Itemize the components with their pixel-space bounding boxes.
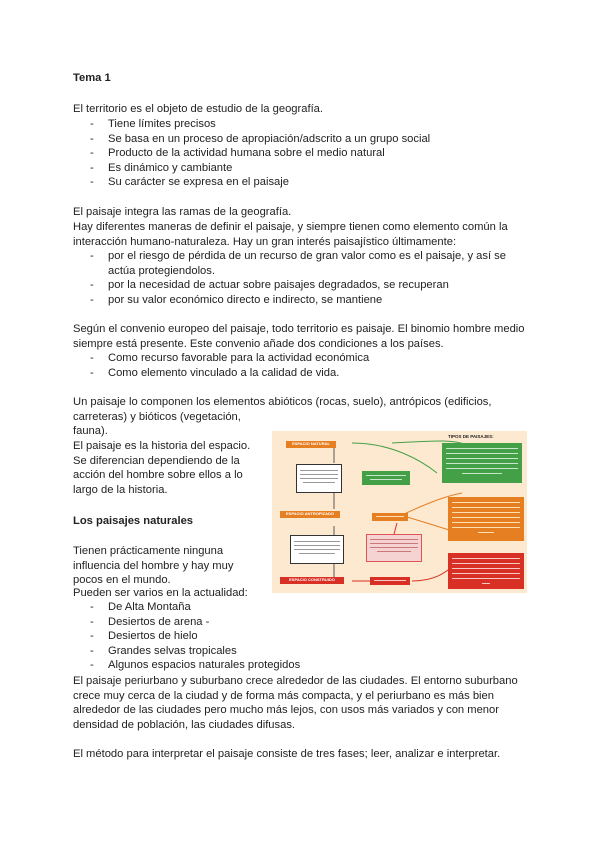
list-item: - Se basa en un proceso de apropiación/adscrito a un grupo social: [73, 132, 430, 147]
landscape-para-line2: Hay diferentes maneras de definir el paisaje, y siempre tienen como elemento común la: [73, 221, 508, 233]
periurban-para-line1: El paisaje periurbano y suburbano crece alrededor de las ciudades. El entorno suburbano: [73, 675, 518, 687]
history-para-line4: largo de la historia.: [73, 484, 168, 496]
orange-mid-box: [372, 513, 408, 521]
convention-para-line1: Según el convenio europeo del paisaje, todo territorio es paisaje. El binomio hombre medio: [73, 323, 525, 335]
list-item: - por su valor económico directo e indirecto, se mantiene: [73, 293, 506, 308]
green-mid-box: [362, 471, 410, 485]
section-title: Los paisajes naturales: [73, 515, 194, 527]
orange-panel: [448, 497, 524, 541]
elements-para-line3: fauna).: [73, 425, 108, 437]
pink-mid-box: [366, 534, 422, 562]
heading: Tema 1: [73, 72, 111, 84]
red-panel: [448, 553, 524, 589]
list-item: - Es dinámico y cambiante: [73, 161, 430, 176]
elements-para-line2: carreteras) y bióticos (vegetación,: [73, 411, 241, 423]
landscape-para-line3: interacción humano-naturaleza. Hay un gran interés paisajístico últimamente:: [73, 236, 457, 248]
list-item: - Producto de la actividad humana sobre el medio natural: [73, 146, 430, 161]
natural-para-line3: pocos en el mundo.: [73, 574, 171, 586]
natural-para-line4: Pueden ser varios en la actualidad:: [73, 587, 248, 599]
history-para-line2: Se diferencian dependiendo de la: [73, 455, 240, 467]
list-item: - Desiertos de arena -: [73, 615, 300, 630]
list-item: - por la necesidad de actuar sobre paisajes degradados, se recuperan: [73, 278, 506, 293]
history-para-line1: El paisaje es la historia del espacio.: [73, 440, 251, 452]
red-mid-box: [370, 577, 410, 585]
list-item: - De Alta Montaña: [73, 600, 300, 615]
method-para: El método para interpretar el paisaje consiste de tres fases; leer, analizar e interpretar.: [73, 748, 501, 760]
elements-para-line1: Un paisaje lo componen los elementos abióticos (rocas, suelo), antrópicos (edificios,: [73, 396, 492, 408]
transition-box-1: [296, 464, 342, 493]
list-item-continuation: actúa protegiendolos.: [108, 264, 215, 277]
list-item: - Algunos espacios naturales protegidos: [73, 658, 300, 673]
periurban-para-line2: crece muy cerca de la ciudad y de forma más compacta, y el periurbano es más bien: [73, 690, 494, 702]
diagram-title: TIPOS DE PAISAJES:: [448, 434, 494, 439]
built-space-box: ESPACIO CONSTRUIDO: [280, 577, 344, 584]
history-para-line3: acción del hombre sobre ellos a lo: [73, 469, 243, 481]
natural-types-list: [73, 600, 300, 673]
list-item: - Como recurso favorable para la actividad económica: [73, 351, 369, 366]
landscape-para-line1: El paisaje integra las ramas de la geografía.: [73, 206, 292, 218]
list-item: - Su carácter se expresa en el paisaje: [73, 175, 430, 190]
territory-traits-list: [73, 117, 430, 190]
list-item: - Grandes selvas tropicales: [73, 644, 300, 659]
convention-conditions-list: [73, 351, 369, 380]
intro-text: El territorio es el objeto de estudio de la geografía.: [73, 103, 324, 115]
anthropized-space-box: ESPACIO ANTROPIZADO: [280, 511, 340, 518]
natural-space-box: ESPACIO NATURAL: [286, 441, 336, 448]
list-item: - Tiene límites precisos: [73, 117, 430, 132]
periurban-para-line4: densidad de población, las ciudades difusas.: [73, 719, 296, 731]
list-item: - Como elemento vinculado a la calidad de vida.: [73, 366, 369, 381]
green-panel: [442, 443, 522, 483]
interest-reasons-list: [73, 249, 506, 307]
list-item: - por el riesgo de pérdida de un recurso de gran valor como es el paisaje, y así se: [73, 249, 506, 264]
convention-para-line2: siempre está presente. Este convenio añade dos condiciones a los países.: [73, 338, 444, 350]
landscape-types-diagram: [272, 431, 527, 593]
list-item: - Desiertos de hielo: [73, 629, 300, 644]
transition-box-2: [290, 535, 344, 564]
periurban-para-line3: alrededor de las ciudades pero mucho más lejos, con usos más variados y con menor: [73, 704, 499, 716]
natural-para-line1: Tienen prácticamente ninguna: [73, 545, 224, 557]
natural-para-line2: influencia del hombre y hay muy: [73, 560, 234, 572]
